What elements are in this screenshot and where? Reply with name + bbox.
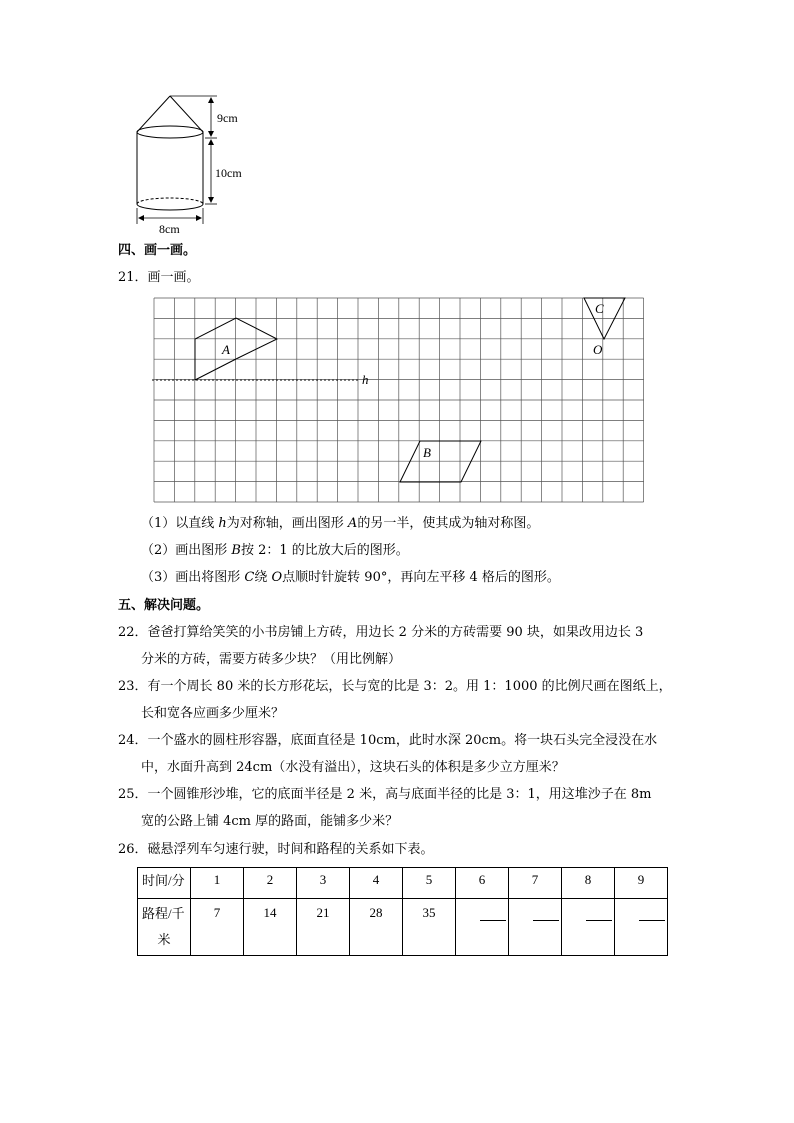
label-b: B xyxy=(423,445,431,460)
label-c: C xyxy=(595,301,604,316)
distance-cell: 21 xyxy=(297,899,350,956)
distance-cell: 28 xyxy=(350,899,403,956)
shape-a xyxy=(195,318,277,380)
cone-height-label: 9cm xyxy=(217,111,238,125)
q21-title: 21．画一画。 xyxy=(118,270,200,285)
distance-cell: 7 xyxy=(191,899,244,956)
section5-heading: 五、解决问题。 xyxy=(118,598,210,613)
time-cell: 7 xyxy=(509,868,562,899)
cone-cylinder-figure xyxy=(125,88,265,238)
diameter-label: 8cm xyxy=(159,222,180,236)
q21-item-2: （2）画出图形 B按 2：1 的比放大后的图形。 xyxy=(141,543,409,558)
q23-line2: 长和宽各应画多少厘米？ xyxy=(141,706,285,721)
time-header: 时间/分 xyxy=(138,868,191,899)
time-cell: 1 xyxy=(191,868,244,899)
label-a: A xyxy=(222,342,230,357)
q21-item-1: （1）以直线 h为对称轴，画出图形 A的另一半，使其成为轴对称图。 xyxy=(141,516,540,531)
distance-blank[interactable] xyxy=(509,899,562,956)
q22-line1: 22．爸爸打算给笑笑的小书房铺上方砖，用边长 2 分米的方砖需要 90 块，如果改用边长 3 xyxy=(118,625,644,640)
time-cell: 4 xyxy=(350,868,403,899)
label-o: O xyxy=(593,342,603,357)
drawing-grid xyxy=(150,294,650,506)
q25-line1: 25．一个圆锥形沙堆，它的底面半径是 2 米，高与底面半径的比是 3：1，用这堆沙子在 8m xyxy=(118,787,652,802)
label-h: h xyxy=(362,372,369,387)
time-cell: 3 xyxy=(297,868,350,899)
q22-line2: 分米的方砖，需要方砖多少块？（用比例解） xyxy=(141,652,402,667)
distance-blank[interactable] xyxy=(615,899,668,956)
distance-cell: 14 xyxy=(244,899,297,956)
section4-heading: 四、画一画。 xyxy=(118,243,197,258)
time-cell: 5 xyxy=(403,868,456,899)
q24-line2: 中，水面升高到 24cm（水没有溢出），这块石头的体积是多少立方厘米？ xyxy=(141,760,565,775)
distance-blank[interactable] xyxy=(562,899,615,956)
table-row-time xyxy=(138,868,668,899)
q23-line1: 23．有一个周长 80 米的长方形花坛，长与宽的比是 3：2。用 1：1000 的比例尺画在图纸上， xyxy=(118,679,672,694)
q25-line2: 宽的公路上铺 4cm 厚的路面，能铺多少米？ xyxy=(141,814,399,829)
table-row-distance xyxy=(138,899,668,956)
q24-line1: 24．一个盛水的圆柱形容器，底面直径是 10cm，此时水深 20cm。将一块石头完全浸没在水 xyxy=(118,733,658,748)
distance-cell: 35 xyxy=(403,899,456,956)
q26-line1: 26．磁悬浮列车匀速行驶，时间和路程的关系如下表。 xyxy=(118,842,434,857)
time-cell: 2 xyxy=(244,868,297,899)
time-cell: 6 xyxy=(456,868,509,899)
distance-blank[interactable] xyxy=(456,899,509,956)
time-cell: 9 xyxy=(615,868,668,899)
distance-header: 路程/千 米 xyxy=(138,899,191,956)
time-distance-table xyxy=(137,867,668,956)
cylinder-height-label: 10cm xyxy=(215,166,242,180)
time-cell: 8 xyxy=(562,868,615,899)
q21-item-3: （3）画出将图形 C绕 O点顺时针旋转 90°，再向左平移 4 格后的图形。 xyxy=(141,570,560,585)
